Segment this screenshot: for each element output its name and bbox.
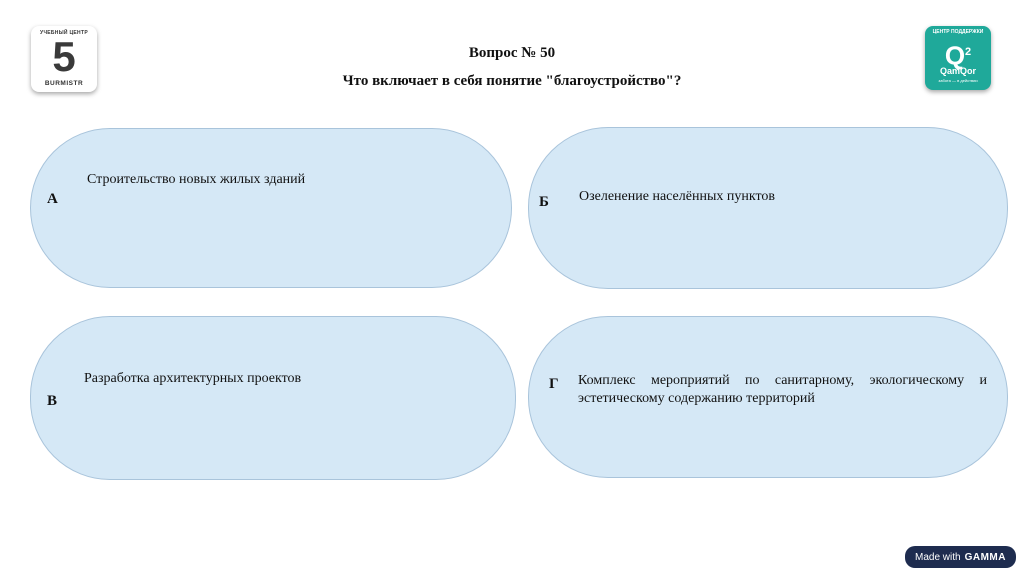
- option-letter: А: [47, 191, 58, 207]
- answer-option-d[interactable]: [528, 316, 1008, 478]
- badge-brand: GAMMA: [964, 551, 1006, 563]
- logo-tagline: забота — в действии: [938, 78, 978, 83]
- logo-number: 5: [52, 33, 76, 80]
- option-letter: В: [47, 393, 58, 409]
- answer-option-a[interactable]: [30, 128, 512, 288]
- logo-caption: УЧЕБНЫЙ ЦЕНТР: [40, 30, 88, 36]
- answer-option-b[interactable]: [528, 127, 1008, 289]
- answer-option-c[interactable]: [30, 316, 516, 480]
- option-text: Разработка архитектурных проектов: [84, 371, 302, 386]
- logo-mark: $Q^2$: [944, 40, 972, 71]
- logo-brand: QamQor: [939, 66, 976, 76]
- made-with-gamma-badge[interactable]: [905, 546, 1016, 568]
- question-text: Что включает в себя понятие "благоустройство"?: [342, 73, 682, 89]
- option-letter: Г: [549, 376, 559, 392]
- question-number: Вопрос № 50: [468, 45, 556, 61]
- logo-caption: ЦЕНТР ПОДДЕРЖКИ: [932, 29, 984, 35]
- option-text: Озеленение населённых пунктов: [579, 189, 775, 204]
- badge-prefix: Made with: [915, 551, 961, 563]
- option-text: Строительство новых жилых зданий: [87, 172, 306, 187]
- option-letter: Б: [539, 194, 549, 210]
- option-text: Комплекс мероприятий по санитарному, экологическому и эстетическому содержанию территорий: [578, 373, 987, 406]
- logo-brand: BURMISTR: [44, 80, 84, 87]
